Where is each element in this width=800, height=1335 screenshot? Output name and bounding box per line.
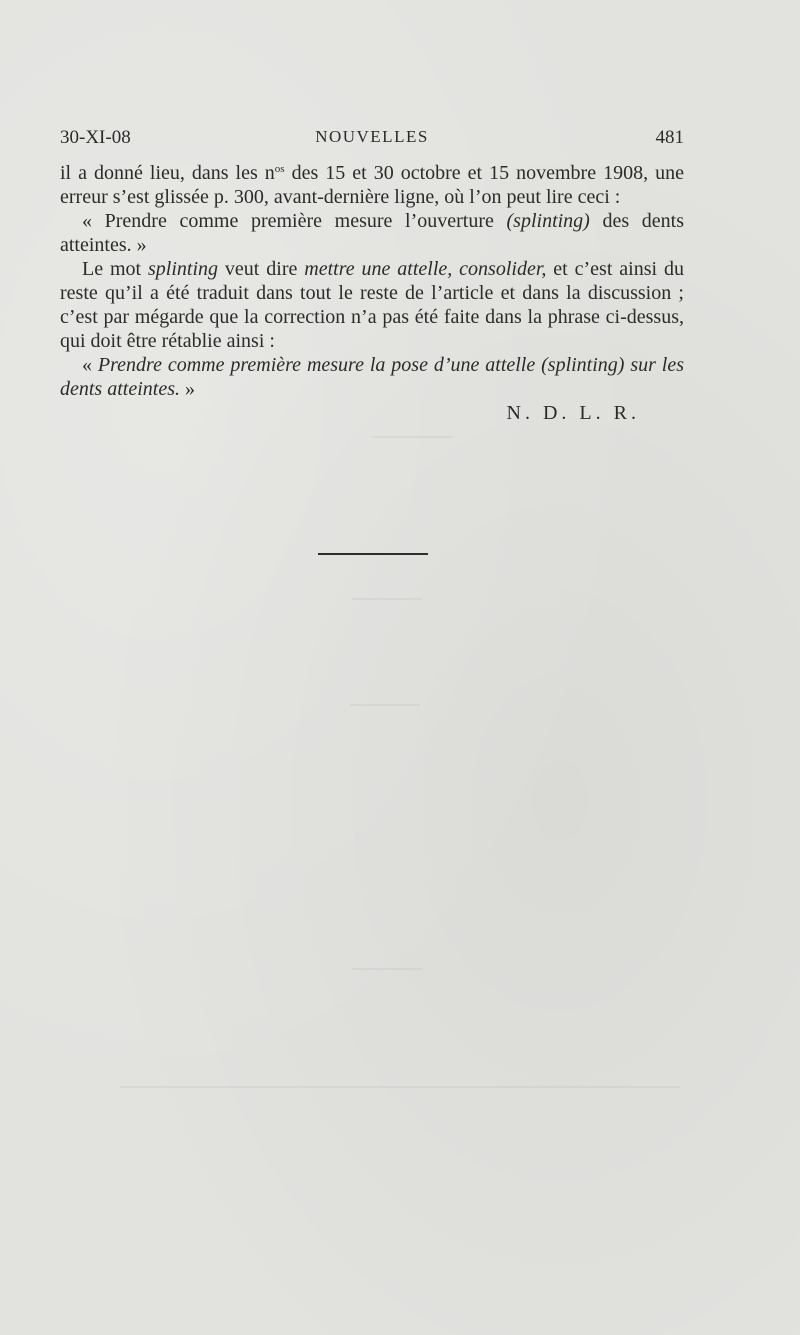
text-run: et c’est ainsi du reste qu’il a été traduit dans tout le reste de l’article et dans la discussion ; c’est par mégarde que la correction n’a pas été faite dans la phrase ci-dessus, qui doit être rétablie ainsi : <box>60 258 684 352</box>
editor-signature: N. D. L. R. <box>506 402 640 424</box>
article-body <box>60 161 684 401</box>
italic-text: (splinting) <box>506 210 590 232</box>
section-divider <box>318 553 428 555</box>
italic-text: splinting <box>148 258 219 280</box>
running-head <box>60 127 684 153</box>
show-through-rule <box>350 704 420 706</box>
issue-date: 30-XI-08 <box>60 127 131 148</box>
show-through-rule <box>372 436 452 438</box>
text-run: « Prendre comme première mesure l’ouverture <box>82 210 507 232</box>
text-run: « <box>82 354 98 376</box>
text-run: des dents atteintes. » <box>60 210 684 256</box>
paragraph <box>60 209 684 257</box>
superscript: os <box>274 163 285 175</box>
paragraph <box>60 257 684 353</box>
section-title: NOUVELLES <box>315 127 429 146</box>
text-run: il a donné lieu, dans les n <box>60 162 275 184</box>
paragraph <box>60 353 684 401</box>
italic-text: Prendre comme première mesure la pose d’une attelle (splinting) sur les dents atteintes. <box>60 354 685 400</box>
show-through-rule <box>352 598 422 600</box>
text-run: » <box>179 378 195 400</box>
page-number: 481 <box>655 127 684 148</box>
show-through-rule <box>120 1086 680 1088</box>
text-run: des 15 et 30 octobre et 15 novembre 1908, une erreur s’est glissée p. 300, avant-dernière ligne, où l’on peut lire ceci : <box>60 162 684 208</box>
show-through-rule <box>352 968 422 970</box>
italic-text: mettre une attelle, consolider, <box>304 258 547 280</box>
text-run: veut dire <box>218 258 305 280</box>
text-run: Le mot <box>82 258 149 280</box>
paragraph <box>60 161 684 209</box>
